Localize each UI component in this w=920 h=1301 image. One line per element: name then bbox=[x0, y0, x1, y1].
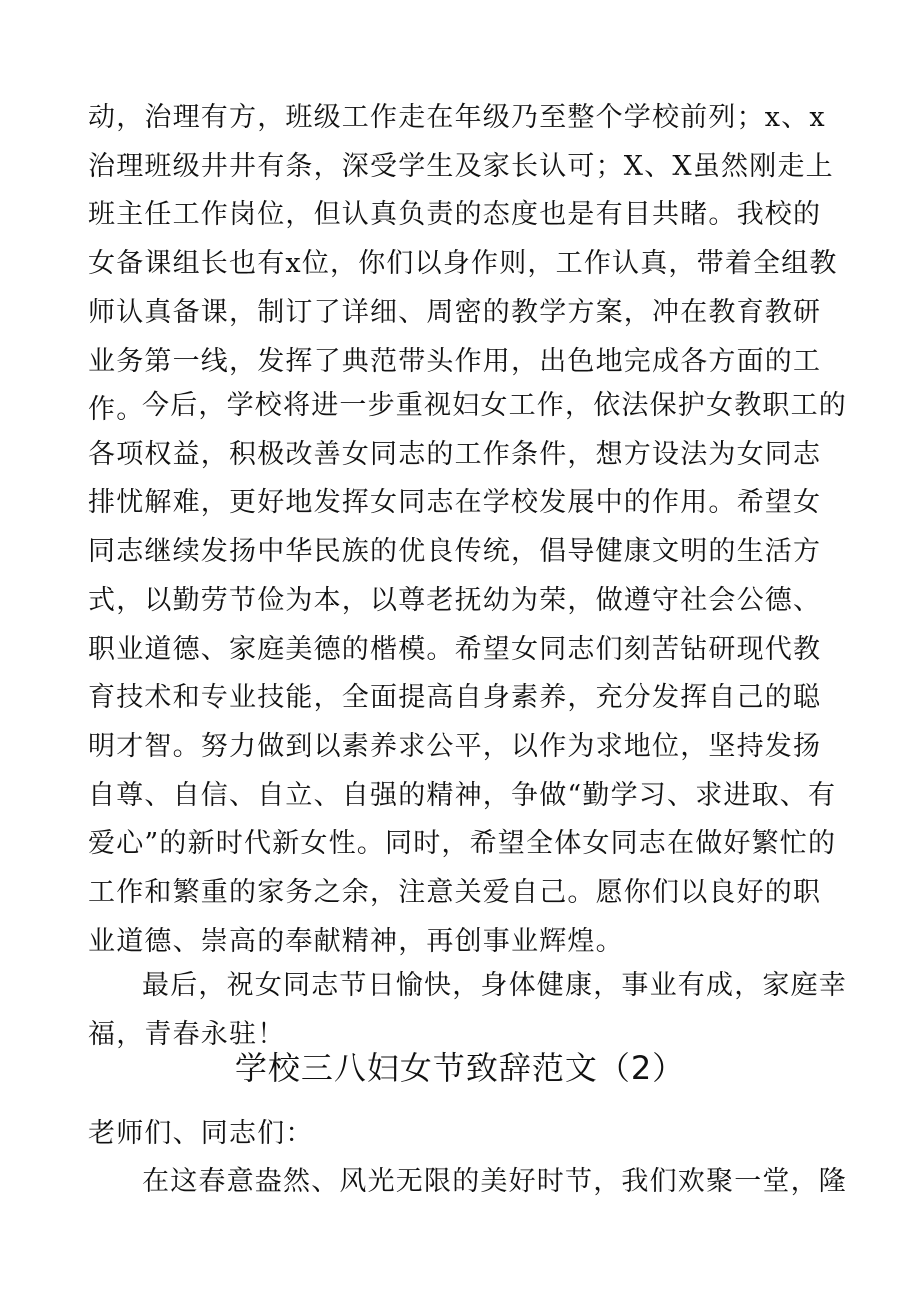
body-paragraph-continued: 动，治理有方，班级工作走在年级乃至整个学校前列；x、x治理班级井井有条，深受学生及家长认可；X、X虽然刚走上班主任工作岗位，但认真负责的态度也是有目共睹。我校的女备课组长也有x位，你们以身作则，工作认真，带着全组教师认真备课，制订了详细、周密的教学方案，冲在教育教研业务第一线，发挥了典范带头作用，出色地完成各方面的工作。 bbox=[88, 102, 838, 426]
section-title: 学校三八妇女节致辞范文（2） bbox=[234, 1049, 686, 1087]
opening-paragraph: 在这春意盎然、风光无限的美好时节，我们欢聚一堂，隆 bbox=[142, 1166, 847, 1197]
salutation: 老师们、同志们： bbox=[88, 1118, 314, 1149]
body-paragraph-closing-wishes: 最后，祝女同志节日愉快，身体健康，事业有成，家庭幸福，青春永驻！ bbox=[88, 970, 847, 1050]
body-paragraph-future: 今后，学校将进一步重视妇女工作，依法保护女教职工的各项权益，积极改善女同志的工作条件，想方设法为女同志排忧解难，更好地发挥女同志在学校发展中的作用。希望女同志继续发扬中华民族的优良传统，倡导健康文明的生活方式，以勤劳节俭为本，以尊老抚幼为荣，做遵守社会公德、职业道德、家庭美德的楷模。希望女同志们刻苦钻研现代教育技术和专业技能，全面提高自身素养，充分发挥自己的聪明才智。努力做到以素养求公平，以作为求地位，坚持发扬自尊、自信、自立、自强的精神，争做“勤学习、求进取、有爱心”的新时代新女性。同时，希望全体女同志在做好繁忙的工作和繁重的家务之余，注意关爱自己。愿你们以良好的职业道德、崇高的奉献精神，再创事业辉煌。 bbox=[88, 390, 847, 957]
